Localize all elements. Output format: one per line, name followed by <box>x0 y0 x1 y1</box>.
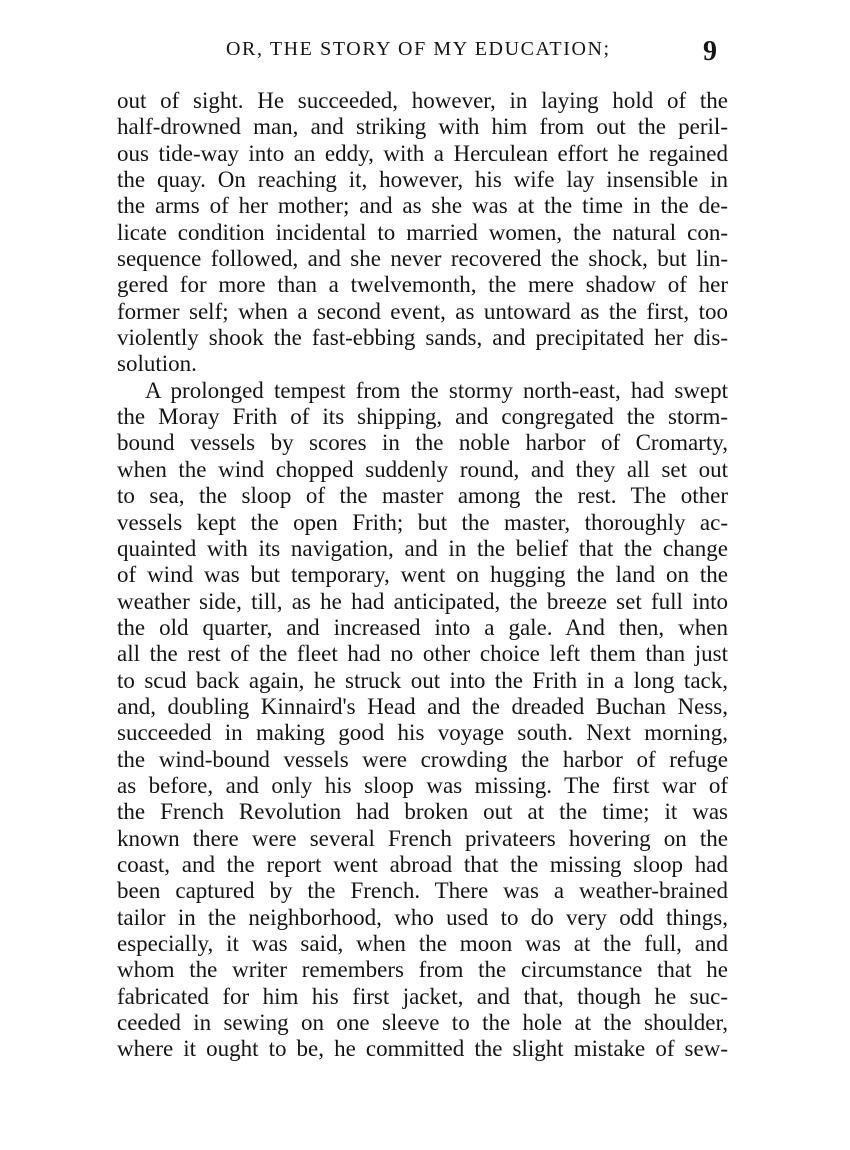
text-line: succeeded in making good his voyage south. Next morning, <box>117 720 728 746</box>
text-line: the old quarter, and increased into a gale. And then, when <box>117 614 728 640</box>
text-line: the arms of her mother; and as she was at the time in the de- <box>117 193 728 219</box>
text-line: weather side, till, as he had anticipated, the breeze set full into <box>117 588 728 614</box>
text-line: coast, and the report went abroad that the missing sloop had <box>117 851 728 877</box>
text-line: all the rest of the fleet had no other choice left them than just <box>117 641 728 667</box>
text-line: half-drowned man, and striking with him from out the peril- <box>117 114 728 140</box>
text-line: A prolonged tempest from the stormy north-east, had swept <box>145 377 728 403</box>
text-line: where it ought to be, he committed the slight mistake of sew- <box>117 1036 728 1062</box>
text-line: sequence followed, and she never recovered the shock, but lin- <box>117 246 728 272</box>
text-line: former self; when a second event, as untoward as the first, too <box>117 298 728 324</box>
text-line: when the wind chopped suddenly round, and they all set out <box>117 456 728 482</box>
text-line: the French Revolution had broken out at the time; it was <box>117 799 728 825</box>
running-title: OR, THE STORY OF MY EDUCATION; <box>226 38 611 60</box>
text-line: bound vessels by scores in the noble harbor of Cromarty, <box>117 430 728 456</box>
text-line: been captured by the French. There was a weather-brained <box>117 878 728 904</box>
running-header <box>0 36 850 72</box>
text-line: the Moray Frith of its shipping, and congregated the storm- <box>117 404 728 430</box>
text-line: vessels kept the open Frith; but the master, thoroughly ac- <box>117 509 728 535</box>
text-line: known there were several French privateers hovering on the <box>117 825 728 851</box>
text-line: solution. <box>117 351 197 377</box>
text-line: the wind-bound vessels were crowding the harbor of refuge <box>117 746 728 772</box>
text-line: licate condition incidental to married women, the natural con- <box>117 219 728 245</box>
text-line: as before, and only his sloop was missing. The first war of <box>117 772 728 798</box>
text-line: fabricated for him his first jacket, and that, though he suc- <box>117 983 728 1009</box>
text-line: quainted with its navigation, and in the belief that the change <box>117 535 728 561</box>
text-line: to scud back again, he struck out into the Frith in a long tack, <box>117 667 728 693</box>
text-line: gered for more than a twelvemonth, the mere shadow of her <box>117 272 728 298</box>
text-line: ceeded in sewing on one sleeve to the hole at the shoulder, <box>117 1010 728 1036</box>
body-text <box>117 88 728 1063</box>
text-line: ous tide-way into an eddy, with a Herculean effort he regained <box>117 140 728 166</box>
text-line: whom the writer remembers from the circumstance that he <box>117 957 728 983</box>
text-line: tailor in the neighborhood, who used to do very odd things, <box>117 904 728 930</box>
text-line: to sea, the sloop of the master among the rest. The other <box>117 483 728 509</box>
text-line: violently shook the fast-ebbing sands, and precipitated her dis- <box>117 325 728 351</box>
text-line: and, doubling Kinnaird's Head and the dreaded Buchan Ness, <box>117 693 728 719</box>
text-line: of wind was but temporary, went on hugging the land on the <box>117 562 728 588</box>
text-line: especially, it was said, when the moon was at the full, and <box>117 931 728 956</box>
text-line: out of sight. He succeeded, however, in laying hold of the <box>117 88 728 113</box>
text-line: the quay. On reaching it, however, his wife lay insensible in <box>117 167 728 193</box>
page-number: 9 <box>703 36 717 67</box>
